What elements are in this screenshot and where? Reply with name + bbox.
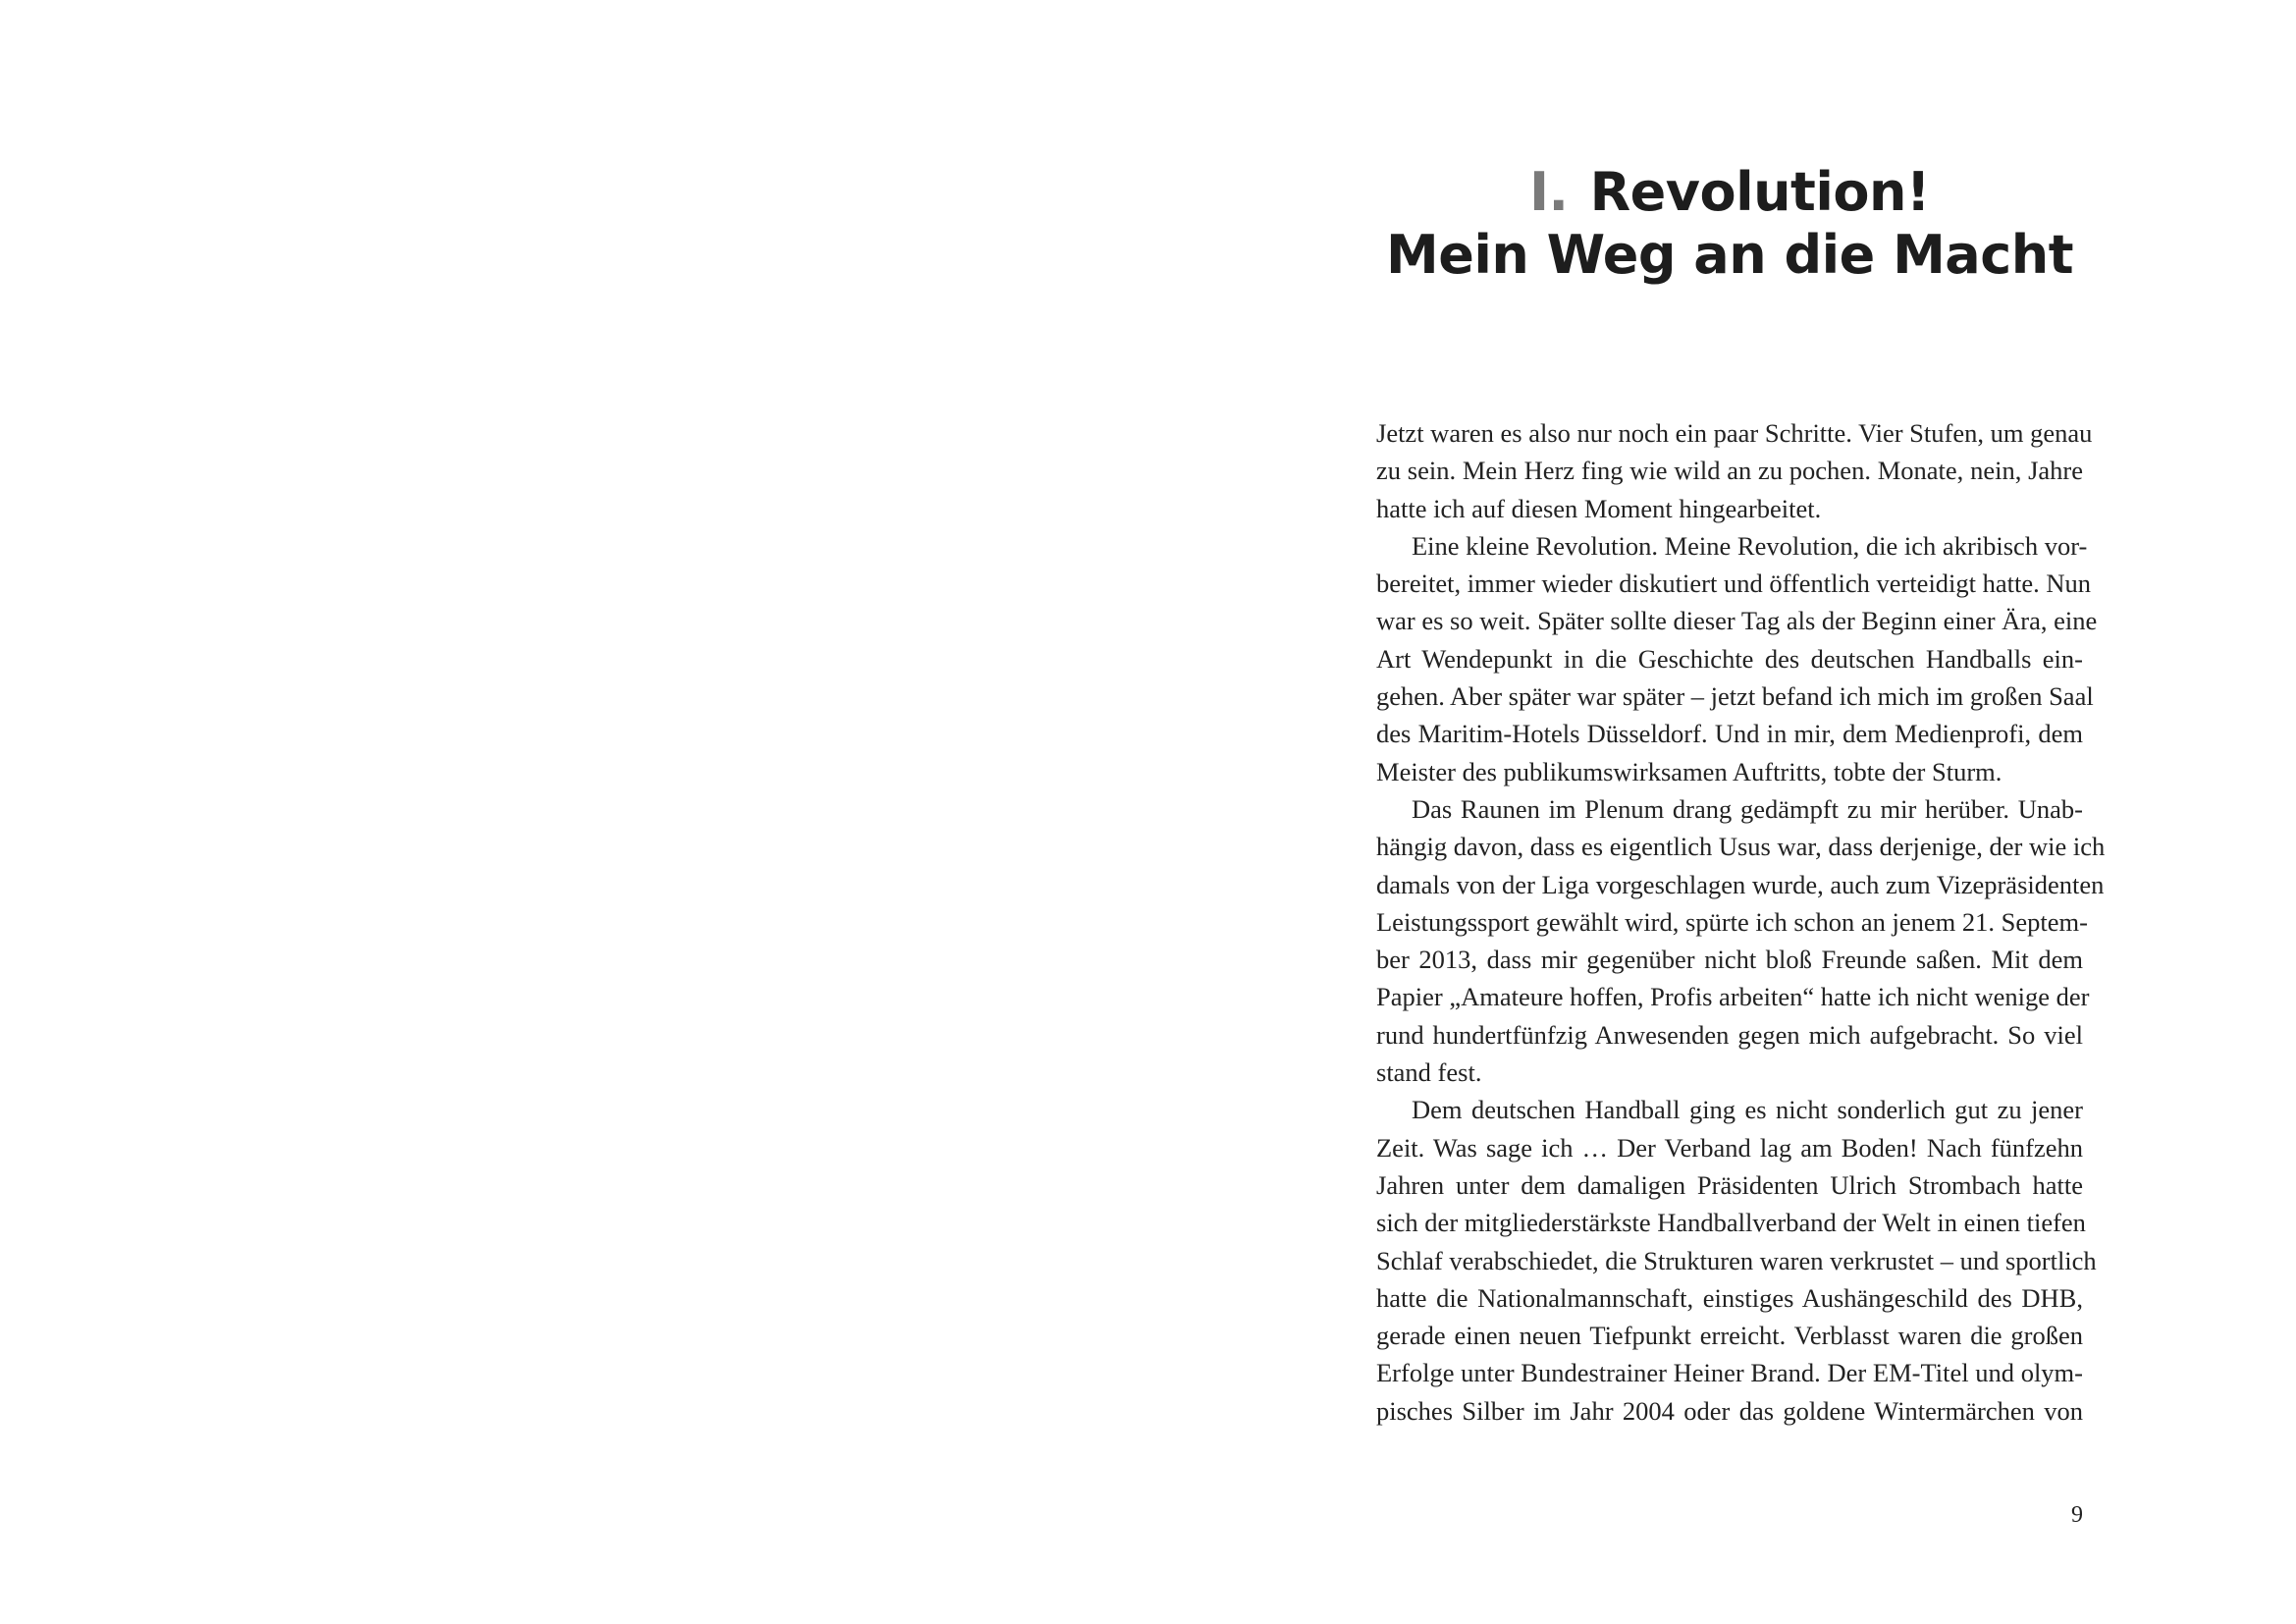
- text-line: Jetzt waren es also nur noch ein paar Schritte. Vier Stufen, um genau: [1376, 418, 2093, 448]
- text-line: hängig davon, dass es eigentlich Usus war, dass derjenige, der wie ich: [1376, 832, 2106, 862]
- text-line: war es so weit. Später sollte dieser Tag als der Beginn einer Ära, eine: [1376, 606, 2098, 636]
- text-line: Schlaf verabschiedet, die Strukturen waren verkrustet – und sportlich: [1376, 1245, 2097, 1275]
- page-number: 9: [2071, 1502, 2083, 1528]
- text-line: Das Raunen im Plenum drang gedämpft zu mir herüber. Unab-: [1412, 793, 2083, 824]
- chapter-title-line-2: Mein Weg an die Macht: [1385, 224, 2074, 286]
- text-line: stand fest.: [1376, 1057, 1482, 1088]
- text-line: hatte die Nationalmannschaft, einstiges Aushängeschild des DHB,: [1376, 1282, 2083, 1313]
- body-text: [1376, 414, 2106, 1430]
- text-line: Jahren unter dem damaligen Präsidenten Ulrich Strombach hatte: [1376, 1169, 2083, 1200]
- text-line: hatte ich auf diesen Moment hingearbeitet.: [1376, 493, 1822, 523]
- text-line: Eine kleine Revolution. Meine Revolution, die ich akribisch vor-: [1412, 530, 2088, 561]
- text-line: Erfolge unter Bundestrainer Heiner Brand. Der EM-Titel und olym-: [1376, 1358, 2083, 1388]
- chapter-title-line-1: Revolution!: [1589, 161, 1931, 223]
- chapter-heading: [1376, 161, 2083, 287]
- text-line: damals von der Liga vorgeschlagen wurde, auch zum Vizepräsidenten: [1376, 869, 2105, 899]
- text-line: Art Wendepunkt in die Geschichte des deutschen Handballs ein-: [1376, 643, 2083, 674]
- text-line: Meister des publikumswirksamen Auftritts, tobte der Sturm.: [1376, 756, 2002, 786]
- text-line: gerade einen neuen Tiefpunkt erreicht. Verblasst waren die großen: [1376, 1321, 2083, 1351]
- text-line: des Maritim-Hotels Düsseldorf. Und in mir, dem Medienprofi, dem: [1376, 719, 2083, 749]
- text-line: zu sein. Mein Herz fing wie wild an zu pochen. Monate, nein, Jahre: [1376, 456, 2083, 486]
- text-line: pisches Silber im Jahr 2004 oder das goldene Wintermärchen von: [1376, 1395, 2083, 1426]
- chapter-number: I.: [1528, 161, 1569, 223]
- chapter-heading-line-1: [1376, 161, 2083, 224]
- text-line: Leistungssport gewählt wird, spürte ich schon an jenem 21. Septem-: [1376, 906, 2088, 937]
- text-line: Papier „Amateure hoffen, Profis arbeiten“ hatte ich nicht wenige der: [1376, 982, 2090, 1012]
- text-line: gehen. Aber später war später – jetzt befand ich mich im großen Saal: [1376, 681, 2094, 712]
- text-line: ber 2013, dass mir gegenüber nicht bloß Freunde saßen. Mit dem: [1376, 945, 2083, 975]
- text-line: bereitet, immer wieder diskutiert und öffentlich verteidigt hatte. Nun: [1376, 568, 2092, 599]
- text-line: rund hundertfünfzig Anwesenden gegen mich aufgebracht. So viel: [1376, 1019, 2083, 1050]
- text-line: sich der mitgliederstärkste Handballverband der Welt in einen tiefen: [1376, 1208, 2086, 1238]
- text-line: Dem deutschen Handball ging es nicht sonderlich gut zu jener: [1412, 1095, 2083, 1125]
- text-line: Zeit. Was sage ich … Der Verband lag am Boden! Nach fünfzehn: [1376, 1132, 2083, 1163]
